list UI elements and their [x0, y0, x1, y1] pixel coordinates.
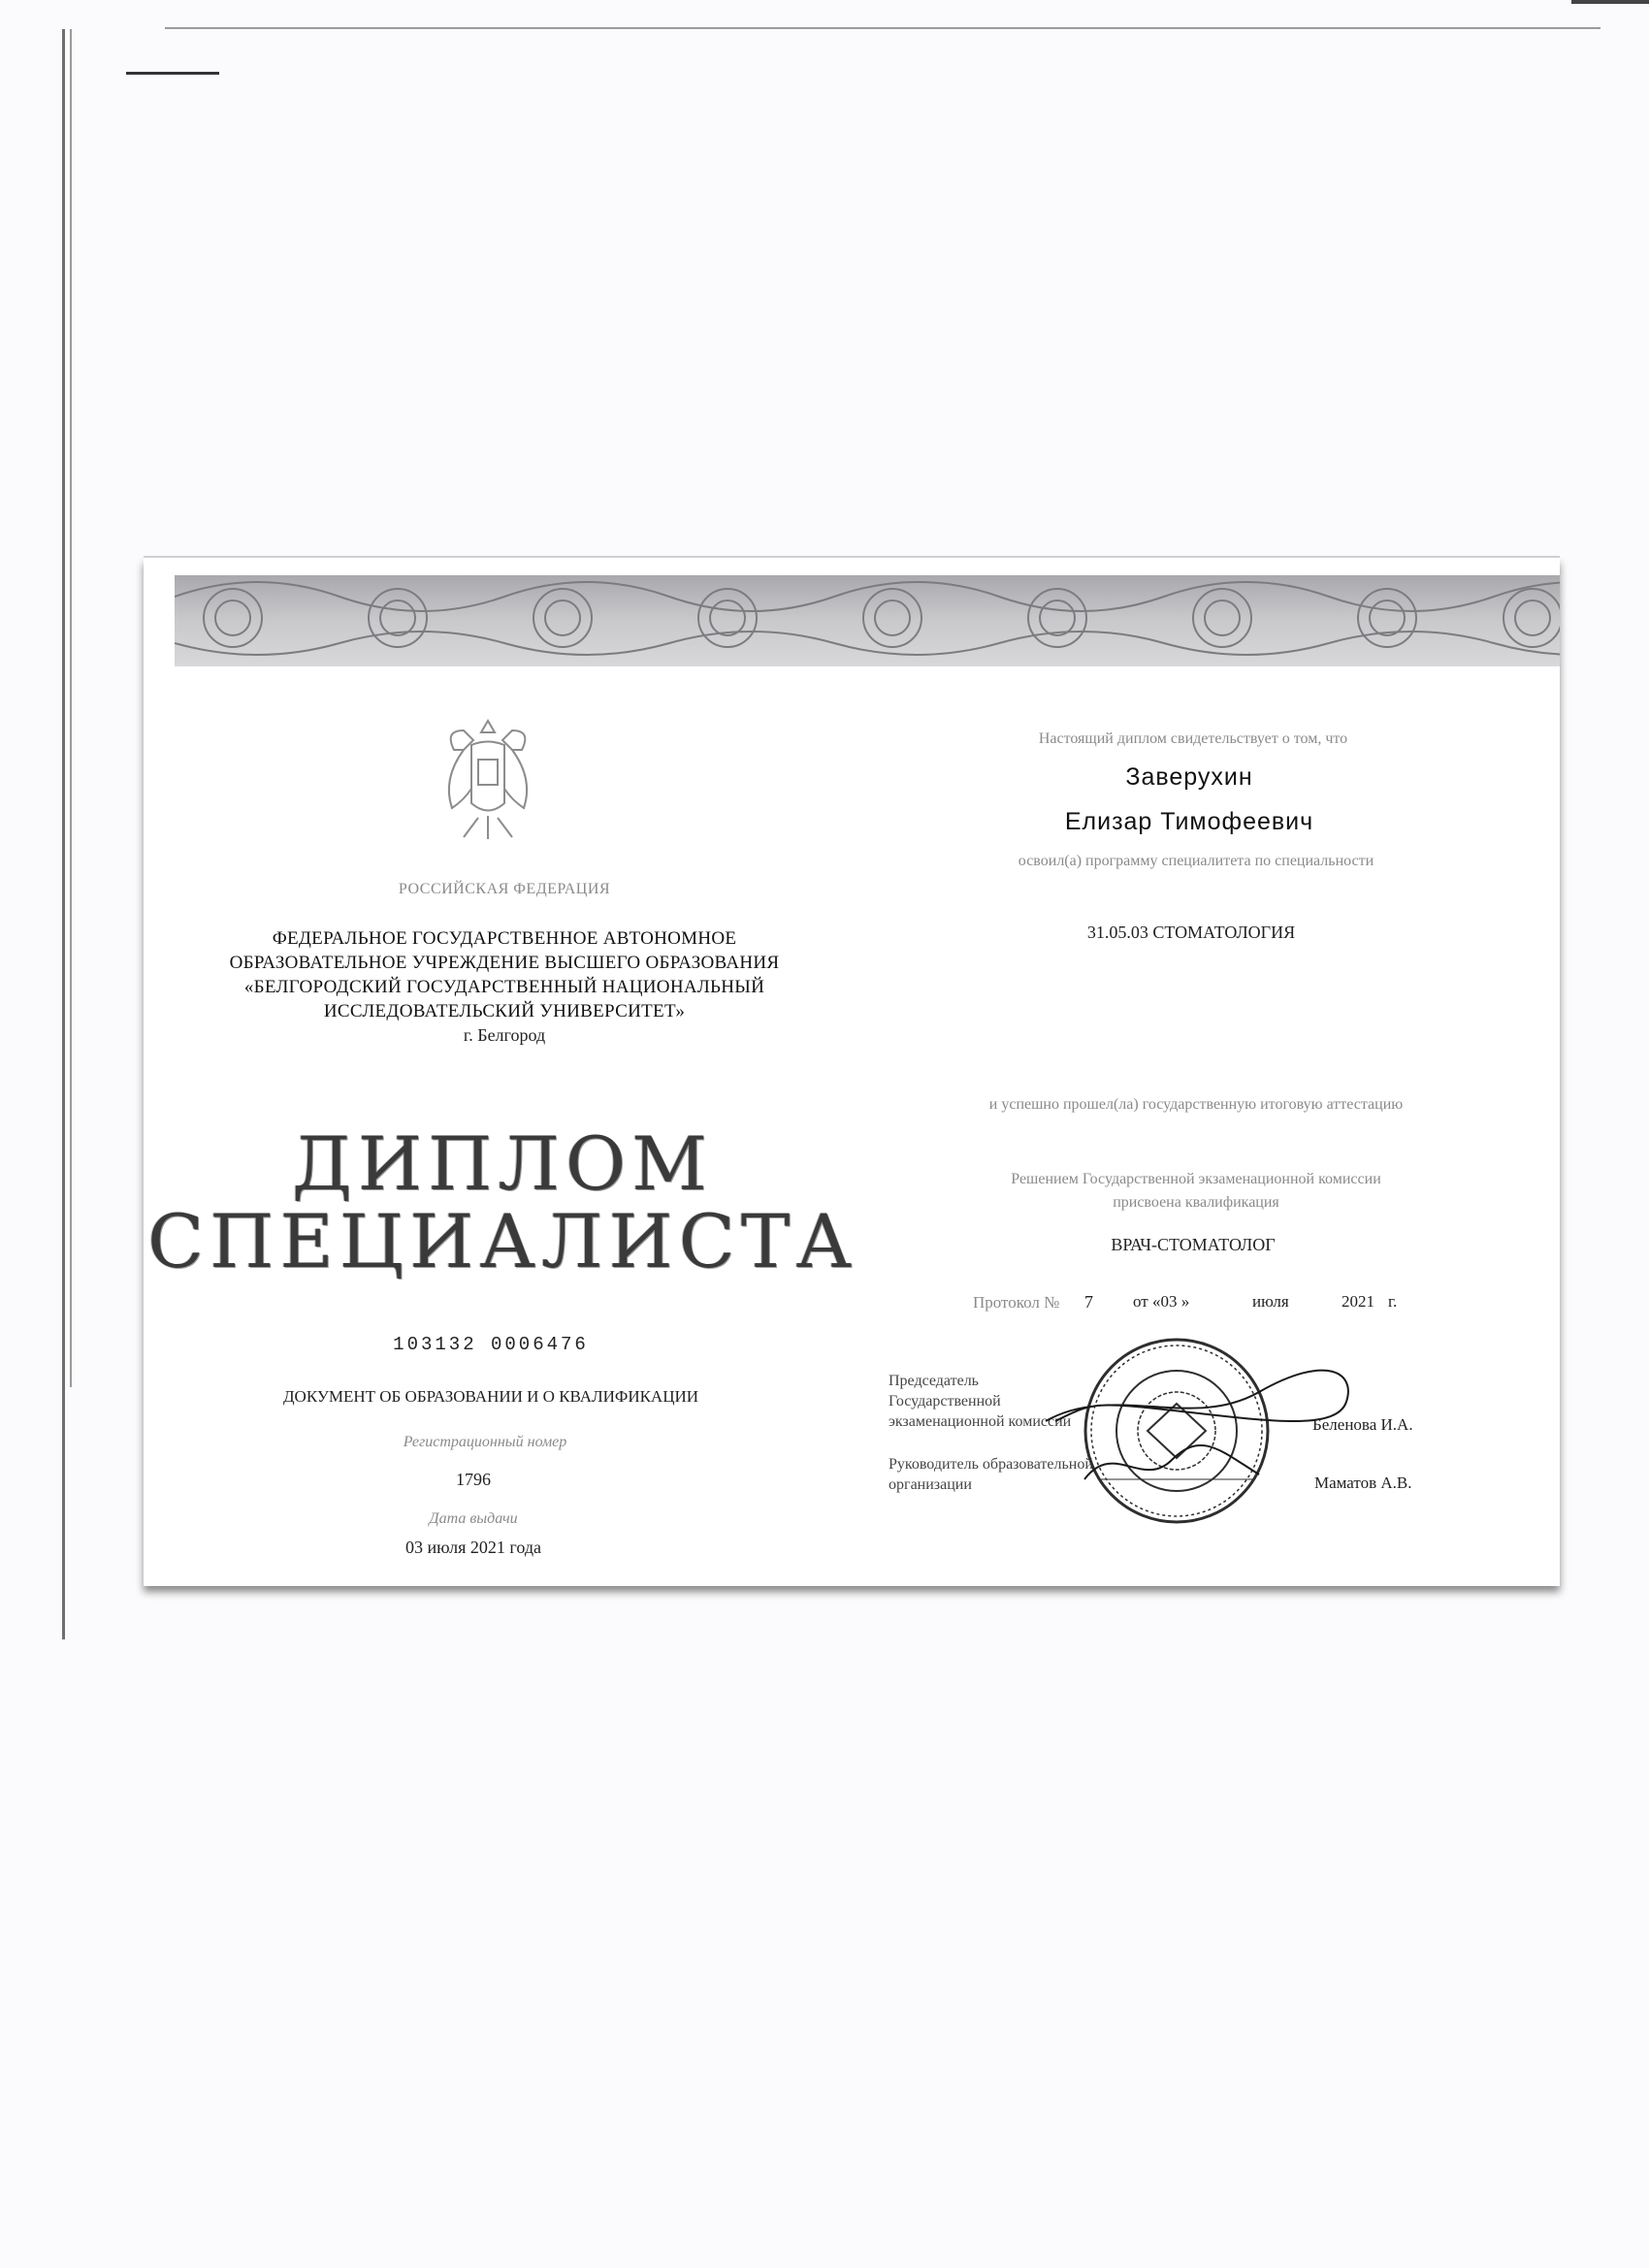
- org-name-line2: ОБРАЗОВАТЕЛЬНОЕ УЧРЕЖДЕНИЕ ВЫСШЕГО ОБРАЗОВАНИЯ: [229, 953, 780, 973]
- org-name-line4: ИССЛЕДОВАТЕЛЬСКИЙ УНИВЕРСИТЕТ»: [323, 1001, 686, 1021]
- protocol-number: 7: [1084, 1292, 1093, 1312]
- chair-title-line3: экзаменационной комиссии: [889, 1413, 1072, 1430]
- protocol-date-year: 2021: [1342, 1292, 1374, 1311]
- ornamental-band: [175, 558, 1560, 666]
- issue-date-label: Дата выдачи: [429, 1510, 518, 1527]
- protocol-label: Протокол №: [973, 1293, 1060, 1312]
- issue-date: 03 июля 2021 года: [405, 1538, 541, 1557]
- head-signature: [1075, 1431, 1269, 1499]
- certifies-text: Настоящий диплом свидетельствует о том, что: [1038, 730, 1348, 747]
- document-type: ДОКУМЕНТ ОБ ОБРАЗОВАНИИ И О КВАЛИФИКАЦИИ: [282, 1387, 699, 1406]
- org-name-line1: ФЕДЕРАЛЬНОЕ ГОСУДАРСТВЕННОЕ АВТОНОМНОЕ: [272, 928, 737, 949]
- title-diploma: ДИПЛОМ: [292, 1120, 713, 1207]
- chair-title-line1: Председатель: [889, 1373, 979, 1389]
- chair-name: Беленова И.А.: [1312, 1415, 1413, 1434]
- chair-signature: [1036, 1363, 1366, 1441]
- protocol-date-month: июля: [1252, 1292, 1289, 1311]
- protocol-year-suffix: г.: [1388, 1292, 1398, 1311]
- diploma-spread: [144, 558, 1560, 1586]
- head-title: [889, 1454, 1093, 1495]
- qualification: ВРАЧ-СТОМАТОЛОГ: [1111, 1235, 1276, 1254]
- head-name: Маматов А.В.: [1314, 1474, 1412, 1492]
- protocol-date-day: от «03 »: [1133, 1292, 1190, 1311]
- serial-number: 103132 0006476: [393, 1334, 589, 1355]
- attestation-passed-text: и успешно прошел(ла) государственную итоговую аттестацию: [988, 1096, 1404, 1113]
- title-specialist: СПЕЦИАЛИСТА: [146, 1198, 858, 1284]
- graduate-surname: Заверухин: [1125, 763, 1253, 791]
- city: г. Белгород: [463, 1025, 546, 1045]
- country-label: РОССИЙСКАЯ ФЕДЕРАЦИЯ: [398, 881, 611, 897]
- scan-mark-top-left: [126, 72, 219, 75]
- scan-edge-left-2: [70, 29, 72, 1387]
- scan-edge-left: [62, 29, 65, 1639]
- commission-decision-line2: присвоена квалификация: [1113, 1194, 1279, 1211]
- chair-title-line2: Государственной: [889, 1393, 1001, 1409]
- registration-label: Регистрационный номер: [403, 1434, 567, 1450]
- specialty: 31.05.03 СТОМАТОЛОГИЯ: [1086, 923, 1296, 942]
- scan-edge-top: [165, 27, 1600, 29]
- scan-edge-top-right: [1571, 0, 1649, 4]
- commission-decision-line1: Решением Государственной экзаменационной комиссии: [1011, 1171, 1381, 1187]
- coat-of-arms-icon: [435, 711, 541, 847]
- graduate-given-names: Елизар Тимофеевич: [1064, 808, 1314, 835]
- head-title-line1: Руководитель образовательной: [889, 1456, 1093, 1473]
- program-mastered-text: освоил(а) программу специалитета по специальности: [1018, 853, 1374, 869]
- org-name-line3: «БЕЛГОРОДСКИЙ ГОСУДАРСТВЕННЫЙ НАЦИОНАЛЬНЫЙ: [243, 977, 765, 997]
- registration-number: 1796: [456, 1470, 491, 1489]
- head-title-line2: организации: [889, 1476, 972, 1493]
